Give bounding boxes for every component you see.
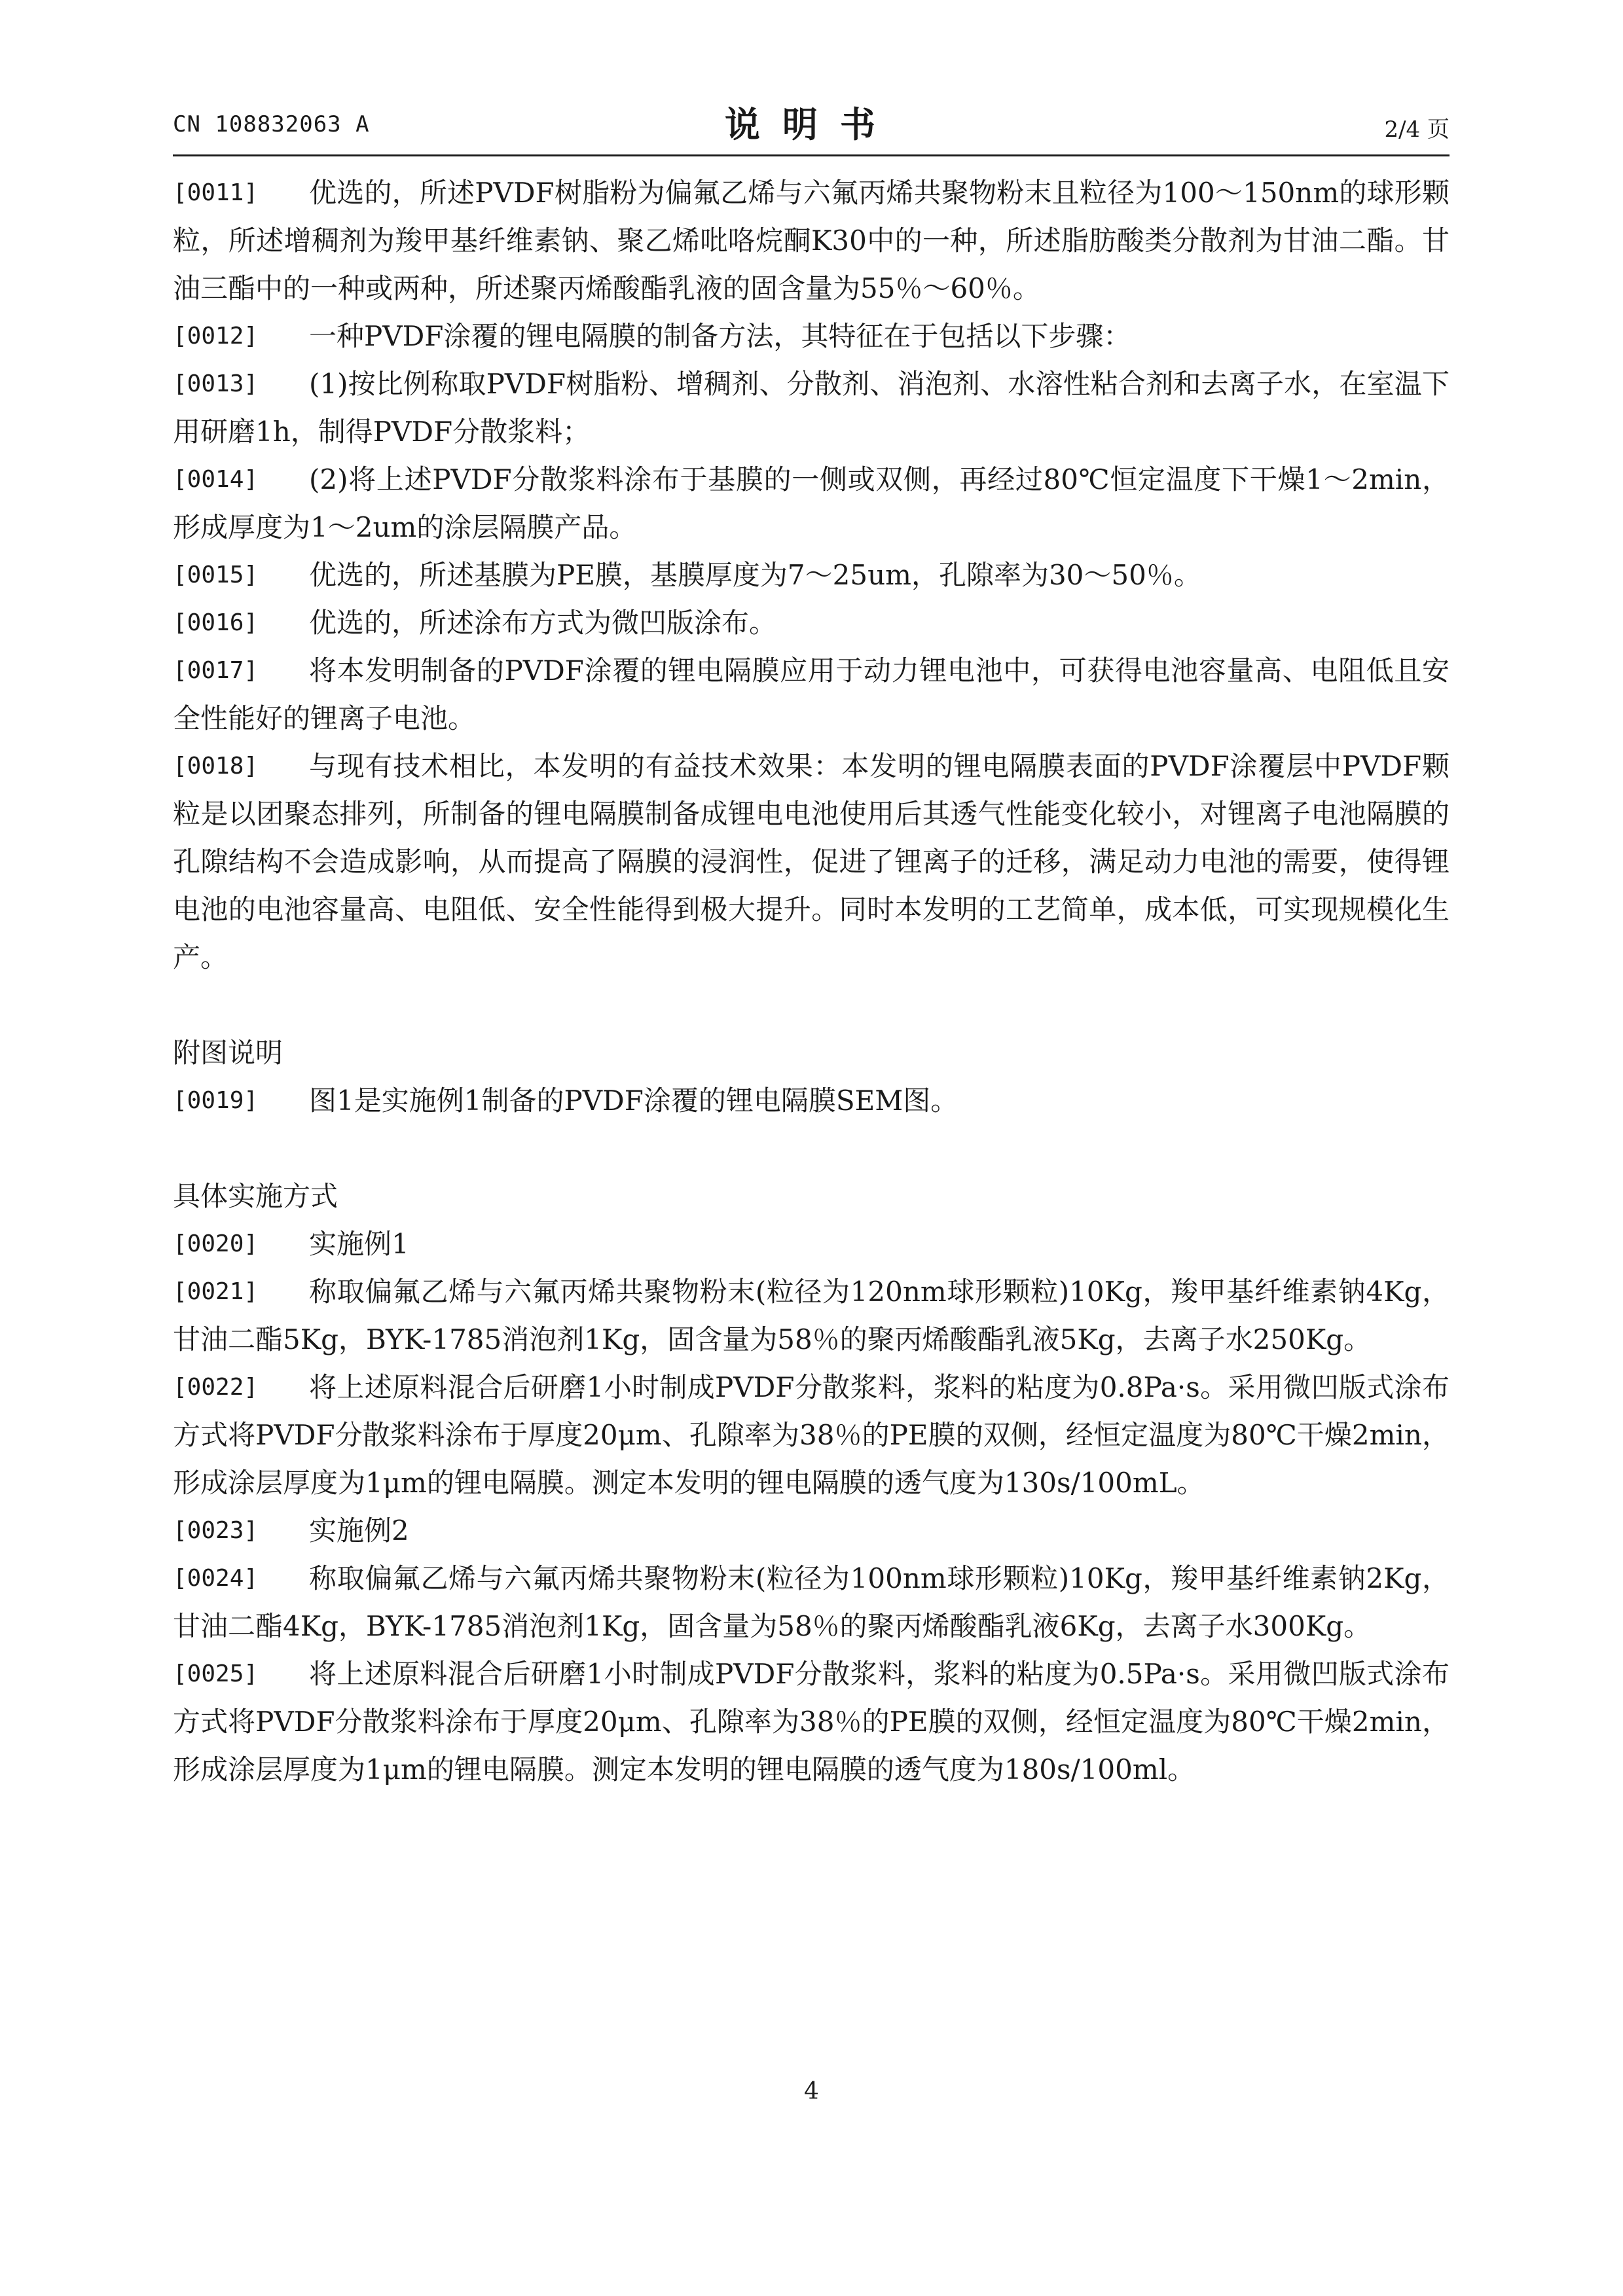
paragraph-text: 称取偏氟乙烯与六氟丙烯共聚物粉末(粒径为120nm球形颗粒)10Kg，羧甲基纤维素钠4Kg，甘油二酯5Kg，BYK-1785消泡剂1Kg，固含量为58％的聚丙烯酸酯乳液5Kg，去离子水250Kg。 — [173, 1276, 1450, 1355]
page-count: 2/4 页 — [1384, 117, 1450, 143]
paragraph-number: [0012] — [173, 323, 259, 350]
paragraph — [173, 1507, 1450, 1554]
paragraph — [173, 360, 1450, 456]
paragraph-number: [0018] — [173, 753, 259, 780]
paragraph-text: 与现有技术相比，本发明的有益技术效果：本发明的锂电隔膜表面的PVDF涂覆层中PVDF颗粒是以团聚态排列，所制备的锂电隔膜制备成锂电电池使用后其透气性能变化较小，对锂离子电池隔膜的孔隙结构不会造成影响，从而提高了隔膜的浸润性，促进了锂离子的迁移，满足动力电池的需要，使得锂电池的电池容量高、电阻低、安全性能得到极大提升。同时本发明的工艺简单，成本低，可实现规模化生产。 — [173, 750, 1450, 973]
paragraph — [173, 551, 1450, 599]
paragraph — [173, 1220, 1450, 1268]
paragraph-text: 一种PVDF涂覆的锂电隔膜的制备方法，其特征在于包括以下步骤： — [309, 320, 1131, 352]
paragraph-number: [0021] — [173, 1278, 259, 1305]
paragraph-number: [0011] — [173, 179, 259, 206]
paragraph — [173, 1554, 1450, 1650]
paragraph-number: [0025] — [173, 1660, 259, 1687]
paragraph-number: [0023] — [173, 1517, 259, 1544]
paragraphs-summary — [173, 169, 1450, 981]
paragraph-text: 优选的，所述PVDF树脂粉为偏氟乙烯与六氟丙烯共聚物粉末且粒径为100～150nm的球形颗粒，所述增稠剂为羧甲基纤维素钠、聚乙烯吡咯烷酮K30中的一种，所述脂肪酸类分散剂为甘油二酯。甘油三酯中的一种或两种，所述聚丙烯酸酯乳液的固含量为55％～60％。 — [173, 177, 1450, 304]
paragraph-text: 将本发明制备的PVDF涂覆的锂电隔膜应用于动力锂电池中，可获得电池容量高、电阻低且安全性能好的锂离子电池。 — [173, 655, 1450, 734]
paragraph-number: [0020] — [173, 1230, 259, 1257]
paragraph — [173, 1077, 1450, 1124]
paragraph-number: [0022] — [173, 1374, 259, 1401]
paragraph-text: 将上述原料混合后研磨1小时制成PVDF分散浆料，浆料的粘度为0.8Pa·s。采用微凹版式涂布方式将PVDF分散浆料涂布于厚度20μm、孔隙率为38％的PE膜的双侧，经恒定温度为80℃干燥2min，形成涂层厚度为1μm的锂电隔膜。测定本发明的锂电隔膜的透气度为130s/100mL。 — [173, 1371, 1450, 1499]
document-title: 说明书 — [725, 104, 898, 145]
paragraph — [173, 647, 1450, 742]
paragraph — [173, 169, 1450, 312]
header-rule — [173, 154, 1450, 156]
document-body — [173, 169, 1450, 1793]
paragraph-text: (2)将上述PVDF分散浆料涂布于基膜的一侧或双侧，再经过80℃恒定温度下干燥1～2min，形成厚度为1～2um的涂层隔膜产品。 — [173, 463, 1450, 543]
paragraph-number: [0017] — [173, 657, 259, 684]
paragraph — [173, 1363, 1450, 1507]
paragraph-number: [0014] — [173, 466, 259, 493]
paragraph-number: [0024] — [173, 1565, 259, 1592]
paragraph — [173, 456, 1450, 551]
paragraph-text: 实施例2 — [309, 1515, 409, 1547]
paragraph-text: 图1是实施例1制备的PVDF涂覆的锂电隔膜SEM图。 — [309, 1085, 958, 1117]
paragraph — [173, 742, 1450, 981]
publication-number: CN 108832063 A — [173, 111, 370, 137]
paragraph-number: [0016] — [173, 609, 259, 636]
paragraph — [173, 1650, 1450, 1793]
paragraph-text: (1)按比例称取PVDF树脂粉、增稠剂、分散剂、消泡剂、水溶性粘合剂和去离子水，在室温下用研磨1h，制得PVDF分散浆料； — [173, 368, 1450, 448]
paragraph-number: [0013] — [173, 370, 259, 397]
paragraph-number: [0019] — [173, 1087, 259, 1114]
paragraph-number: [0015] — [173, 562, 259, 588]
page-number: 4 — [804, 2078, 819, 2105]
paragraph-text: 优选的，所述涂布方式为微凹版涂布。 — [309, 607, 777, 639]
section-heading-embodiments: 具体实施方式 — [173, 1180, 338, 1212]
paragraph-text: 称取偏氟乙烯与六氟丙烯共聚物粉末(粒径为100nm球形颗粒)10Kg，羧甲基纤维素钠2Kg，甘油二酯4Kg，BYK-1785消泡剂1Kg，固含量为58％的聚丙烯酸酯乳液6Kg，去离子水300Kg。 — [173, 1562, 1450, 1642]
paragraphs-embodiments — [173, 1220, 1450, 1793]
paragraph-text: 优选的，所述基膜为PE膜，基膜厚度为7～25um，孔隙率为30～50％。 — [309, 559, 1201, 591]
paragraph — [173, 312, 1450, 360]
page-header — [173, 97, 1450, 149]
paragraph-text: 实施例1 — [309, 1228, 409, 1260]
paragraphs-figures — [173, 1077, 1450, 1124]
paragraph — [173, 599, 1450, 647]
paragraph — [173, 1268, 1450, 1363]
paragraph-text: 将上述原料混合后研磨1小时制成PVDF分散浆料，浆料的粘度为0.5Pa·s。采用微凹版式涂布方式将PVDF分散浆料涂布于厚度20μm、孔隙率为38％的PE膜的双侧，经恒定温度为80℃干燥2min，形成涂层厚度为1μm的锂电隔膜。测定本发明的锂电隔膜的透气度为180s/100ml。 — [173, 1658, 1450, 1785]
section-heading-figures: 附图说明 — [173, 1037, 283, 1069]
